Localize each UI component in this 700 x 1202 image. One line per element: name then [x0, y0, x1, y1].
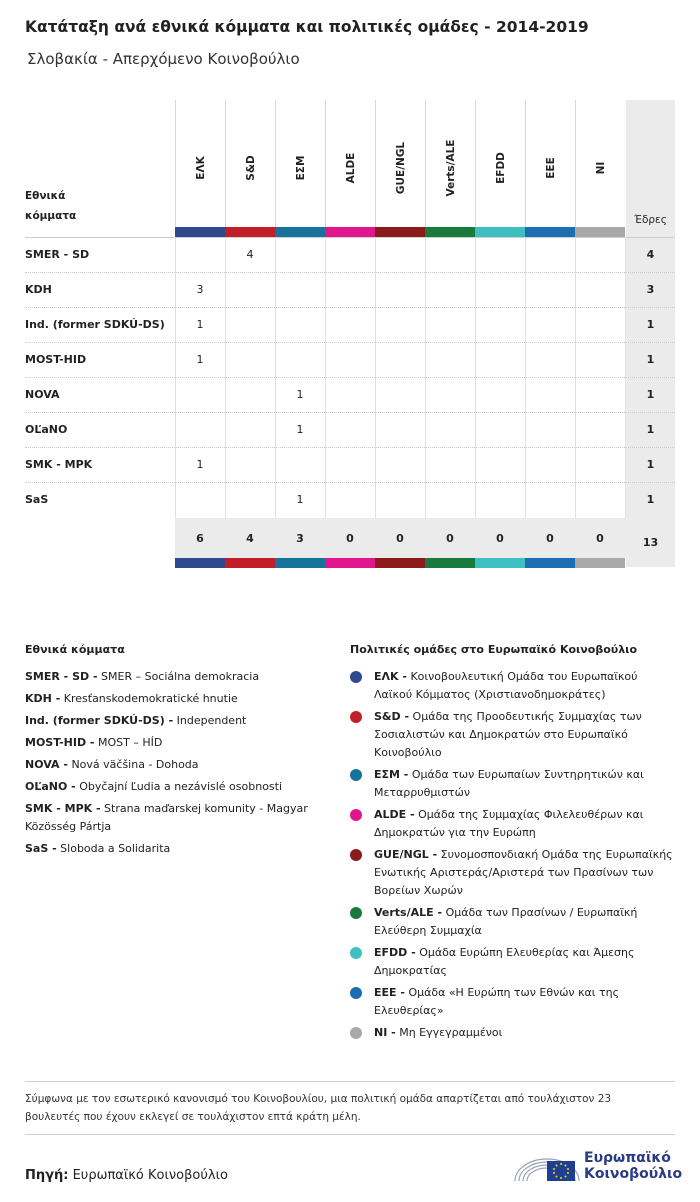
national-party-abbr: MOST-HID - — [25, 736, 95, 749]
national-party-item — [25, 778, 325, 796]
row-total-seats: 3 — [646, 283, 655, 296]
seat-cell: 1 — [196, 458, 204, 471]
political-group-name: Συνομοσπονδιακή Ομάδα της Ευρωπαϊκής Ενωτικής Αριστεράς/Αριστερά των Πρασίνων των Βορείων Χωρών — [374, 848, 673, 897]
row-divider — [25, 377, 675, 378]
grand-total-seats: 13 — [642, 536, 659, 549]
group-color-dot-icon — [350, 809, 362, 821]
group-header — [425, 100, 476, 228]
group-color-dot-icon — [350, 987, 362, 999]
row-divider — [25, 272, 675, 273]
note-text: Σύμφωνα με τον εσωτερικό κανονισμό του Κοινοβουλίου, μια πολιτική ομάδα απαρτίζεται από τουλάχιστον 23 βουλευτές που έχουν εκλεγεί σε τουλάχιστον επτά κράτη μέλη. — [25, 1093, 612, 1123]
group-header — [225, 100, 276, 228]
political-group-text — [374, 846, 675, 900]
national-party-abbr: SaS - — [25, 842, 57, 855]
national-party-item — [25, 756, 325, 774]
political-group-name: Ομάδα της Συμμαχίας Φιλελευθέρων και Δημοκρατών για την Ευρώπη — [374, 808, 644, 839]
ep-logo-text — [584, 1150, 682, 1182]
group-total: 0 — [396, 532, 404, 545]
seat-cell: 3 — [196, 283, 204, 296]
party-row-name: SaS — [25, 493, 49, 506]
party-row-name: SMK - MPK — [25, 458, 93, 471]
ep-logo-line1: Ευρωπαϊκό — [584, 1150, 671, 1166]
row-total-seats: 1 — [646, 388, 655, 401]
ep-logo-line2: Κοινοβούλιο — [584, 1166, 683, 1182]
group-color-bar-top — [425, 227, 475, 237]
row-divider — [25, 447, 675, 448]
seat-cell: 1 — [296, 493, 304, 506]
political-group-text — [374, 708, 675, 762]
seat-cell: 4 — [246, 248, 254, 261]
group-total: 0 — [596, 532, 604, 545]
political-group-name: Μη Εγγεγραμμένοι — [399, 1026, 503, 1039]
group-color-bar-bottom — [175, 558, 225, 568]
political-group-abbr: S&D - — [374, 710, 410, 723]
group-total: 3 — [296, 532, 304, 545]
party-row-name: NOVA — [25, 388, 60, 401]
political-group-text — [374, 668, 675, 704]
group-header-label: Verts/ALE — [445, 139, 457, 197]
political-groups-legend-title: Πολιτικές ομάδες στο Ευρωπαϊκό Κοινοβούλιο — [350, 643, 638, 656]
note-divider-bottom — [25, 1134, 675, 1135]
political-group-abbr: ΕΣΜ - — [374, 768, 409, 781]
group-color-bar-top — [525, 227, 575, 237]
group-header-label: NI — [595, 161, 607, 175]
national-party-name: Kresťanskodemokratické hnutie — [63, 692, 238, 705]
political-group-name: Ομάδα «Η Ευρώπη των Εθνών και της Ελευθερίας» — [374, 986, 620, 1017]
page-subtitle: Σλοβακία - Απερχόμενο Κοινοβούλιο — [27, 50, 300, 68]
group-header-label: GUE/NGL — [395, 141, 407, 195]
group-color-bar-bottom — [525, 558, 575, 568]
seat-cell: 1 — [296, 423, 304, 436]
national-parties-legend-title: Εθνικά κόμματα — [25, 643, 125, 656]
group-header — [475, 100, 526, 228]
group-color-dot-icon — [350, 849, 362, 861]
national-party-abbr: NOVA - — [25, 758, 68, 771]
group-color-dot-icon — [350, 671, 362, 683]
group-total: 0 — [446, 532, 454, 545]
national-party-name: Obyčajní Ľudia a nezávislé osobnosti — [79, 780, 283, 793]
national-parties-header: Εθνικά κόμματα — [25, 190, 77, 222]
row-total-seats: 1 — [646, 353, 655, 366]
group-color-bar-top — [325, 227, 375, 237]
group-header-label: ΕΣΜ — [295, 155, 307, 181]
political-group-name: Ομάδα Ευρώπη Ελευθερίας και Άμεσης Δημοκρατίας — [374, 946, 635, 977]
national-party-item — [25, 800, 325, 836]
row-total-seats: 1 — [646, 458, 655, 471]
national-party-abbr: KDH - — [25, 692, 61, 705]
political-group-text — [374, 766, 675, 802]
group-header — [525, 100, 576, 228]
group-total: 0 — [546, 532, 554, 545]
national-party-item — [25, 840, 325, 858]
seat-cell: 1 — [196, 318, 204, 331]
political-group-abbr: GUE/NGL - — [374, 848, 438, 861]
group-color-dot-icon — [350, 711, 362, 723]
group-color-dot-icon — [350, 907, 362, 919]
row-divider — [25, 412, 675, 413]
political-group-name: Ομάδα των Πρασίνων / Ευρωπαϊκή Ελεύθερη Συμμαχία — [374, 906, 638, 937]
row-divider — [25, 342, 675, 343]
national-party-item — [25, 690, 325, 708]
political-group-text — [374, 944, 675, 980]
party-row-name: OĽaNO — [25, 423, 68, 436]
group-header — [375, 100, 426, 228]
national-party-abbr: SMER - SD - — [25, 670, 98, 683]
national-party-name: Sloboda a Solidarita — [60, 842, 171, 855]
political-group-name: Κοινοβουλευτική Ομάδα του Ευρωπαϊκού Λαϊκού Κόμματος (Χριστιανοδημοκράτες) — [374, 670, 638, 701]
group-color-bar-top — [225, 227, 275, 237]
source-value: Ευρωπαϊκό Κοινοβούλιο — [72, 1168, 228, 1183]
group-header-label: EEE — [545, 157, 557, 179]
political-group-abbr: ALDE - — [374, 808, 415, 821]
group-header-label: ALDE — [345, 152, 357, 184]
source-label: Πηγή: — [25, 1168, 69, 1183]
national-party-name: Independent — [176, 714, 247, 727]
seats-header: Έδρες — [634, 214, 667, 226]
group-color-bar-bottom — [325, 558, 375, 568]
party-row-name: SMER - SD — [25, 248, 90, 261]
group-color-bar-bottom — [375, 558, 425, 568]
political-group-text — [374, 1024, 675, 1042]
row-total-seats: 1 — [646, 318, 655, 331]
national-party-name: Nová väčšina - Dohoda — [71, 758, 199, 771]
national-party-name: Strana maďarskej komunity - Magyar Közösség Pártja — [25, 802, 308, 833]
row-divider — [25, 482, 675, 483]
note-divider-top — [25, 1081, 675, 1082]
party-row-name: Ind. (former SDKÚ-DS) — [25, 318, 165, 331]
national-party-abbr: SMK - MPK - — [25, 802, 101, 815]
group-color-bar-top — [175, 227, 225, 237]
political-group-text — [374, 806, 675, 842]
group-color-bar-bottom — [425, 558, 475, 568]
political-group-text — [374, 984, 675, 1020]
ep-logo-hemicycle-icon — [515, 1159, 579, 1181]
political-group-abbr: NI - — [374, 1026, 396, 1039]
political-group-text — [374, 904, 675, 940]
party-row-name: MOST-HID — [25, 353, 87, 366]
seat-cell: 1 — [196, 353, 204, 366]
row-total-seats: 1 — [646, 423, 655, 436]
party-row-name: KDH — [25, 283, 52, 296]
group-color-dot-icon — [350, 947, 362, 959]
group-color-bar-top — [275, 227, 325, 237]
group-header — [325, 100, 376, 228]
political-group-abbr: Verts/ALE - — [374, 906, 443, 919]
national-party-abbr: OĽaNO - — [25, 780, 76, 793]
group-header-label: EFDD — [495, 152, 507, 184]
national-party-item — [25, 734, 325, 752]
group-color-bar-bottom — [475, 558, 525, 568]
header-divider — [25, 237, 675, 238]
national-party-item — [25, 668, 325, 686]
political-group-abbr: EFDD - — [374, 946, 416, 959]
group-header — [275, 100, 326, 228]
group-color-bar-bottom — [225, 558, 275, 568]
row-total-seats: 1 — [646, 493, 655, 506]
row-total-seats: 4 — [646, 248, 655, 261]
political-group-abbr: ΕΛΚ - — [374, 670, 407, 683]
group-total: 4 — [246, 532, 254, 545]
political-group-abbr: EEE - — [374, 986, 405, 999]
group-color-bar-bottom — [575, 558, 625, 568]
group-total: 6 — [196, 532, 204, 545]
group-color-bar-top — [575, 227, 625, 237]
group-color-bar-top — [475, 227, 525, 237]
group-header-label: S&D — [245, 155, 257, 181]
source-line — [25, 1168, 228, 1183]
page-title: Κατάταξη ανά εθνικά κόμματα και πολιτικές ομάδες - 2014-2019 — [25, 18, 589, 36]
group-header-label: ΕΛΚ — [195, 156, 207, 180]
political-group-name: Ομάδα της Προοδευτικής Συμμαχίας των Σοσιαλιστών και Δημοκρατών στο Ευρωπαϊκό Κοινοβούλιο — [374, 710, 642, 759]
group-color-bar-bottom — [275, 558, 325, 568]
group-total: 0 — [346, 532, 354, 545]
national-party-item — [25, 712, 325, 730]
group-color-dot-icon — [350, 1027, 362, 1039]
national-party-name: SMER – Sociálna demokracia — [101, 670, 260, 683]
group-color-bar-top — [375, 227, 425, 237]
group-total: 0 — [496, 532, 504, 545]
group-header — [575, 100, 626, 228]
group-header — [175, 100, 226, 228]
national-party-abbr: Ind. (former SDKÚ-DS) - — [25, 714, 174, 727]
group-color-dot-icon — [350, 769, 362, 781]
political-group-name: Ομάδα των Ευρωπαίων Συντηρητικών και Μεταρρυθμιστών — [374, 768, 644, 799]
seat-cell: 1 — [296, 388, 304, 401]
national-party-name: MOST – HÍD — [98, 736, 163, 749]
row-divider — [25, 307, 675, 308]
